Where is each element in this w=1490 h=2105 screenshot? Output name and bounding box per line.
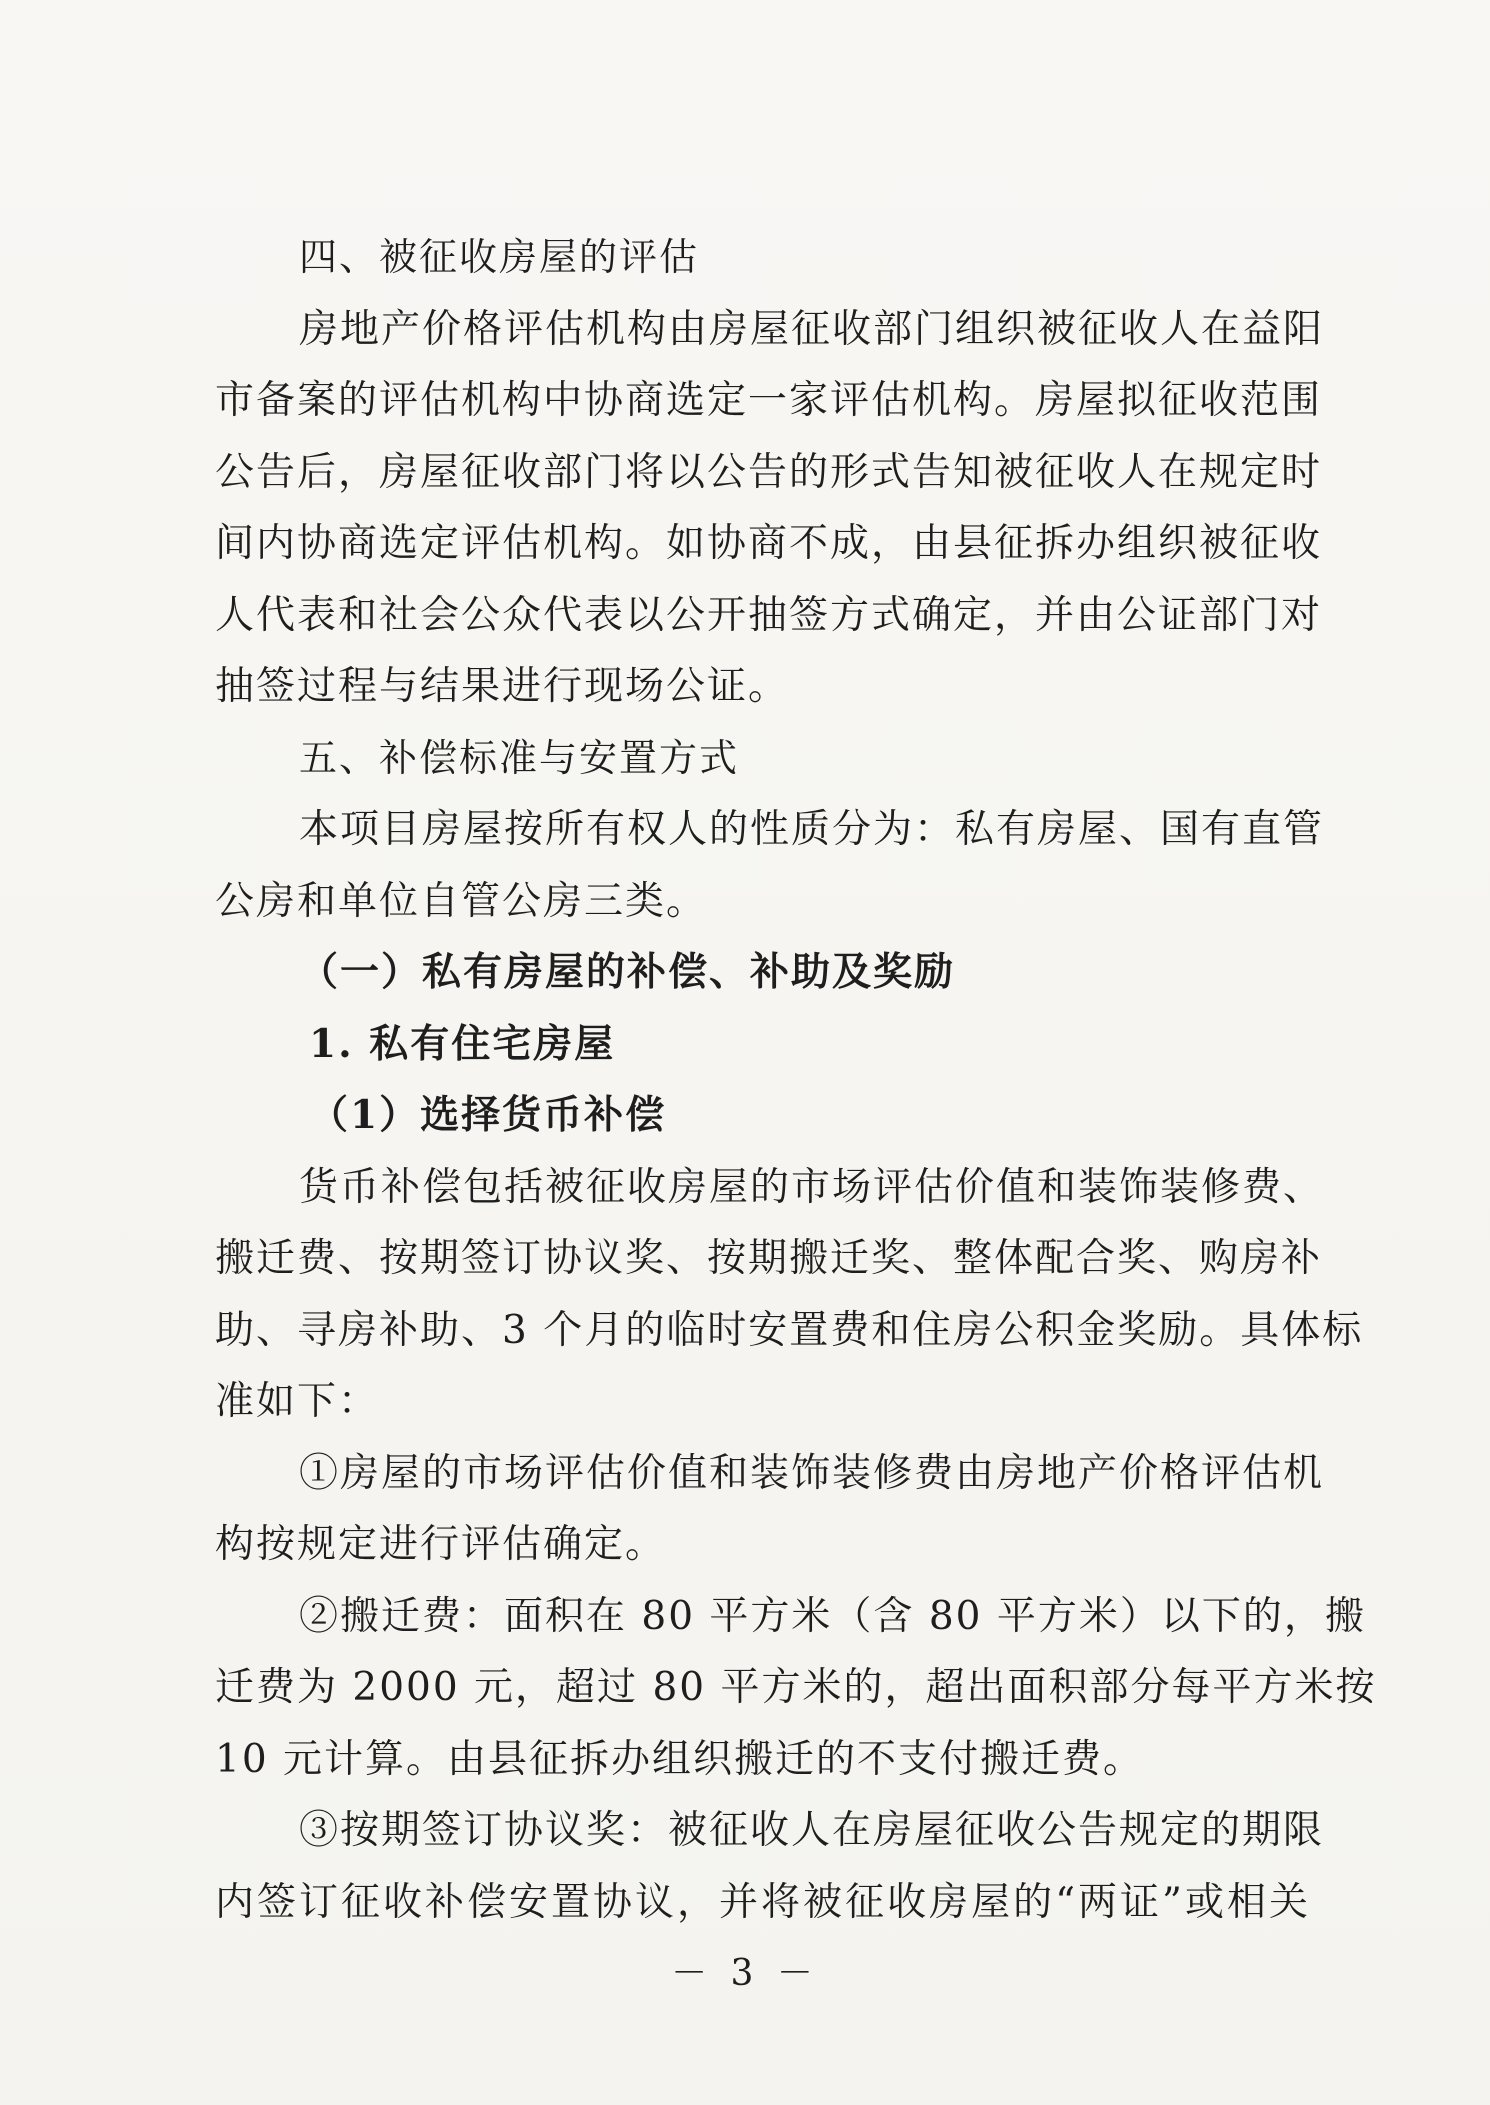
paragraph-line: 准如下： — [215, 1379, 380, 1424]
paragraph-line: ①房屋的市场评估价值和装饰装修费由房地产价格评估机 — [299, 1450, 1325, 1496]
paragraph-line: 货币补偿包括被征收房屋的市场评估价值和装饰装修费、 — [299, 1164, 1325, 1210]
paragraph-line: 人代表和社会公众代表以公开抽签方式确定，并由公证部门对 — [215, 592, 1323, 638]
paragraph-line: 抽签过程与结果进行现场公证。 — [215, 664, 790, 709]
paragraph-line: 迁费为 2000 元，超过 80 平方米的，超出面积部分每平方米按 — [215, 1665, 1377, 1710]
paragraph-line: 公告后，房屋征收部门将以公告的形式告知被征收人在规定时 — [215, 449, 1323, 495]
paragraph-line: 公房和单位自管公房三类。 — [215, 878, 708, 924]
paragraph-line: 10 元计算。由县征拆办组织搬迁的不支付搬迁费。 — [215, 1736, 1145, 1782]
document-body — [215, 222, 1377, 1938]
paragraph-line: 搬迁费、按期签订协议奖、按期搬迁奖、整体配合奖、购房补 — [215, 1236, 1323, 1281]
paragraph-line: ③按期签订协议奖：被征收人在房屋征收公告规定的期限 — [299, 1808, 1325, 1853]
section-heading-5: 五、补偿标准与安置方式 — [299, 735, 740, 780]
subsection-heading: （1）选择货币补偿 — [309, 1092, 667, 1138]
paragraph-line: 助、寻房补助、3 个月的临时安置费和住房公积金奖励。具体标 — [215, 1307, 1364, 1353]
paragraph-line: 本项目房屋按所有权人的性质分为：私有房屋、国有直管 — [299, 807, 1325, 852]
page-number: － 3 － — [671, 1953, 819, 1994]
paragraph-line: 构按规定进行评估确定。 — [215, 1522, 667, 1567]
paragraph-line: 市备案的评估机构中协商选定一家评估机构。房屋拟征收范围 — [215, 378, 1323, 423]
paragraph-line: ②搬迁费：面积在 80 平方米（含 80 平方米）以下的，搬 — [299, 1593, 1366, 1639]
subsection-heading: 1. 私有住宅房屋 — [309, 1020, 616, 1067]
paragraph-line: 间内协商选定评估机构。如协商不成，由县征拆办组织被征收 — [215, 521, 1323, 566]
subsection-heading: （一）私有房屋的补偿、补助及奖励 — [299, 949, 956, 995]
section-heading-4: 四、被征收房屋的评估 — [299, 235, 700, 279]
paragraph-line: 房地产价格评估机构由房屋征收部门组织被征收人在益阳 — [299, 306, 1325, 352]
paragraph-line: 内签订征收补偿安置协议，并将被征收房屋的“两证”或相关 — [215, 1879, 1310, 1925]
